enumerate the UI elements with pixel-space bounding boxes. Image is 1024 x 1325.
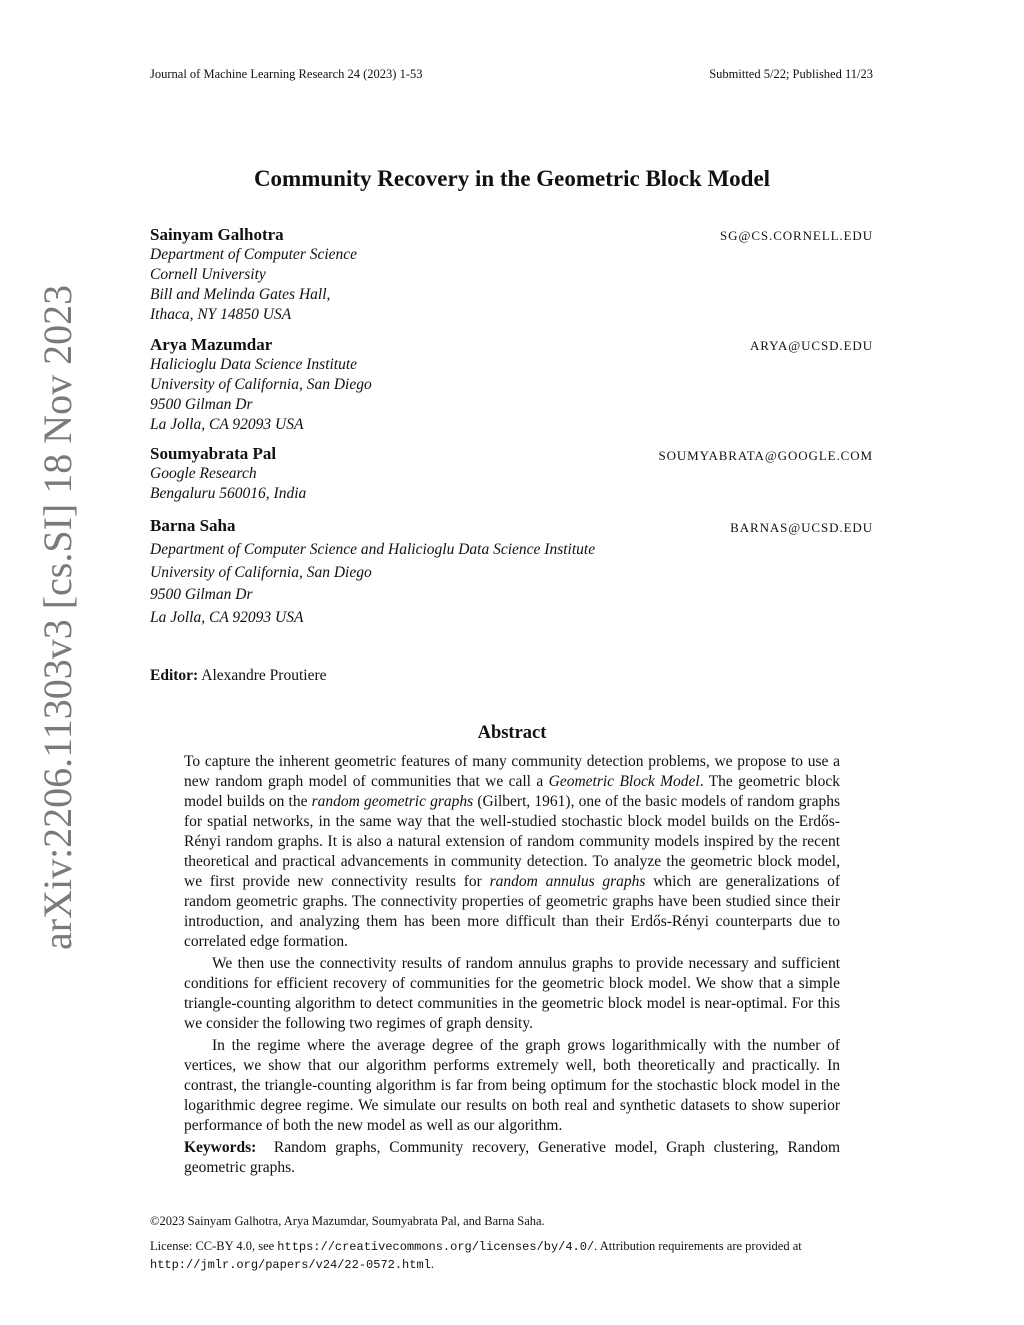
author-email[interactable]: SOUMYABRATA@GOOGLE.COM xyxy=(658,448,873,463)
abstract-paragraph: In the regime where the average degree of the graph grows logarithmically with the number of vertices, we show that our algorithm performs extremely well, both theoretically and practically. In contrast, the triangle-counting algorithm is far from being optimum for the stochastic block model in the logarithmic degree regime. We simulate our results on both real and synthetic datasets to show superior performance of both the new model as well as our algorithm. xyxy=(184,1037,840,1134)
editor-label: Editor: xyxy=(150,667,199,684)
affiliation-line: University of California, San Diego xyxy=(150,563,372,581)
affiliation-line: Bengaluru 560016, India xyxy=(150,485,307,502)
abstract-heading: Abstract xyxy=(477,723,547,743)
affiliation-line: 9500 Gilman Dr xyxy=(150,396,253,413)
affiliation-line: Ithaca, NY 14850 USA xyxy=(150,306,292,323)
affiliation-line: Department of Computer Science xyxy=(150,246,358,263)
author-name: Barna Saha xyxy=(150,516,236,535)
affiliation-line: Bill and Melinda Gates Hall, xyxy=(150,286,331,303)
submission-dates: Submitted 5/22; Published 11/23 xyxy=(709,67,873,81)
author-name: Arya Mazumdar xyxy=(150,335,273,354)
editor-name: Alexandre Proutiere xyxy=(201,667,327,684)
author-email[interactable]: SG@CS.CORNELL.EDU xyxy=(720,228,873,243)
abstract-body xyxy=(184,752,840,1178)
affiliation-line: Halicioglu Data Science Institute xyxy=(150,356,358,373)
author-name: Sainyam Galhotra xyxy=(150,225,284,244)
paper-title: Community Recovery in the Geometric Block Model xyxy=(253,166,771,191)
abstract-paragraph: To capture the inherent geometric features of many community detection problems, we propose to use a new random graph model of communities that we call a Geometric Block Model. The geometric block model builds on the random geometric graphs (Gilbert, 1961), one of the basic models of random graphs for spatial networks, in the same way that the well-studied stochastic block model builds on the Erdős-Rényi random graphs. It is also a natural extension of random community models inspired by the recent theoretical and practical advancements in community detection. To analyze the geometric block model, we first provide new connectivity results for random annulus graphs which are generalizations of random geometric graphs. The connectivity properties of geometric graphs have been studied since their introduction, and analyzing them has been more difficult than their Erdős-Rényi counterparts due to correlated edge formation. xyxy=(184,753,840,950)
author-affiliation xyxy=(150,245,357,325)
keywords-label: Keywords: xyxy=(184,1139,257,1156)
attribution-link[interactable]: http://jmlr.org/papers/v24/22-0572.html xyxy=(150,1258,431,1272)
abstract-paragraph: We then use the connectivity results of random annulus graphs to provide necessary and sufficient conditions for efficient recovery of communities for the geometric block model. We show that a simple triangle-counting algorithm to detect communities in the geometric block model is near-optimal. For this we consider the following two regimes of graph density. xyxy=(184,955,840,1032)
author-affiliation xyxy=(150,464,306,504)
affiliation-line: 9500 Gilman Dr xyxy=(150,586,253,603)
author-email[interactable]: ARYA@UCSD.EDU xyxy=(750,338,873,353)
affiliation-line: Department of Computer Science and Halicioglu Data Science Institute xyxy=(150,541,596,558)
affiliation-line: La Jolla, CA 92093 USA xyxy=(150,416,304,433)
license-link[interactable]: https://creativecommons.org/licenses/by/4.0/ xyxy=(277,1240,595,1254)
author-name: Soumyabrata Pal xyxy=(150,444,277,463)
author-email[interactable]: BARNAS@UCSD.EDU xyxy=(730,520,873,535)
arxiv-stamp: arXiv:2206.11303v3 [cs.SI] 18 Nov 2023 xyxy=(35,284,80,950)
author-affiliation xyxy=(150,539,595,629)
author-affiliation xyxy=(150,355,372,435)
keywords-text: Random graphs, Community recovery, Generative model, Graph clustering, Random geometric graphs. xyxy=(184,1139,840,1176)
license-notice: License: CC-BY 4.0, see https://creativecommons.org/licenses/by/4.0/. Attribution requirements are provided at http://jmlr.org/papers/v24/22-0572.html. xyxy=(150,1239,802,1272)
editor-line xyxy=(150,667,327,685)
affiliation-line: La Jolla, CA 92093 USA xyxy=(150,608,304,626)
affiliation-line: Google Research xyxy=(150,465,257,482)
affiliation-line: Cornell University xyxy=(150,266,266,283)
keywords xyxy=(184,1138,840,1178)
copyright-notice: ©2023 Sainyam Galhotra, Arya Mazumdar, Soumyabrata Pal, and Barna Saha. xyxy=(150,1214,545,1228)
journal-header: Journal of Machine Learning Research 24 (2023) 1-53 xyxy=(150,67,423,81)
affiliation-line: University of California, San Diego xyxy=(150,376,372,393)
